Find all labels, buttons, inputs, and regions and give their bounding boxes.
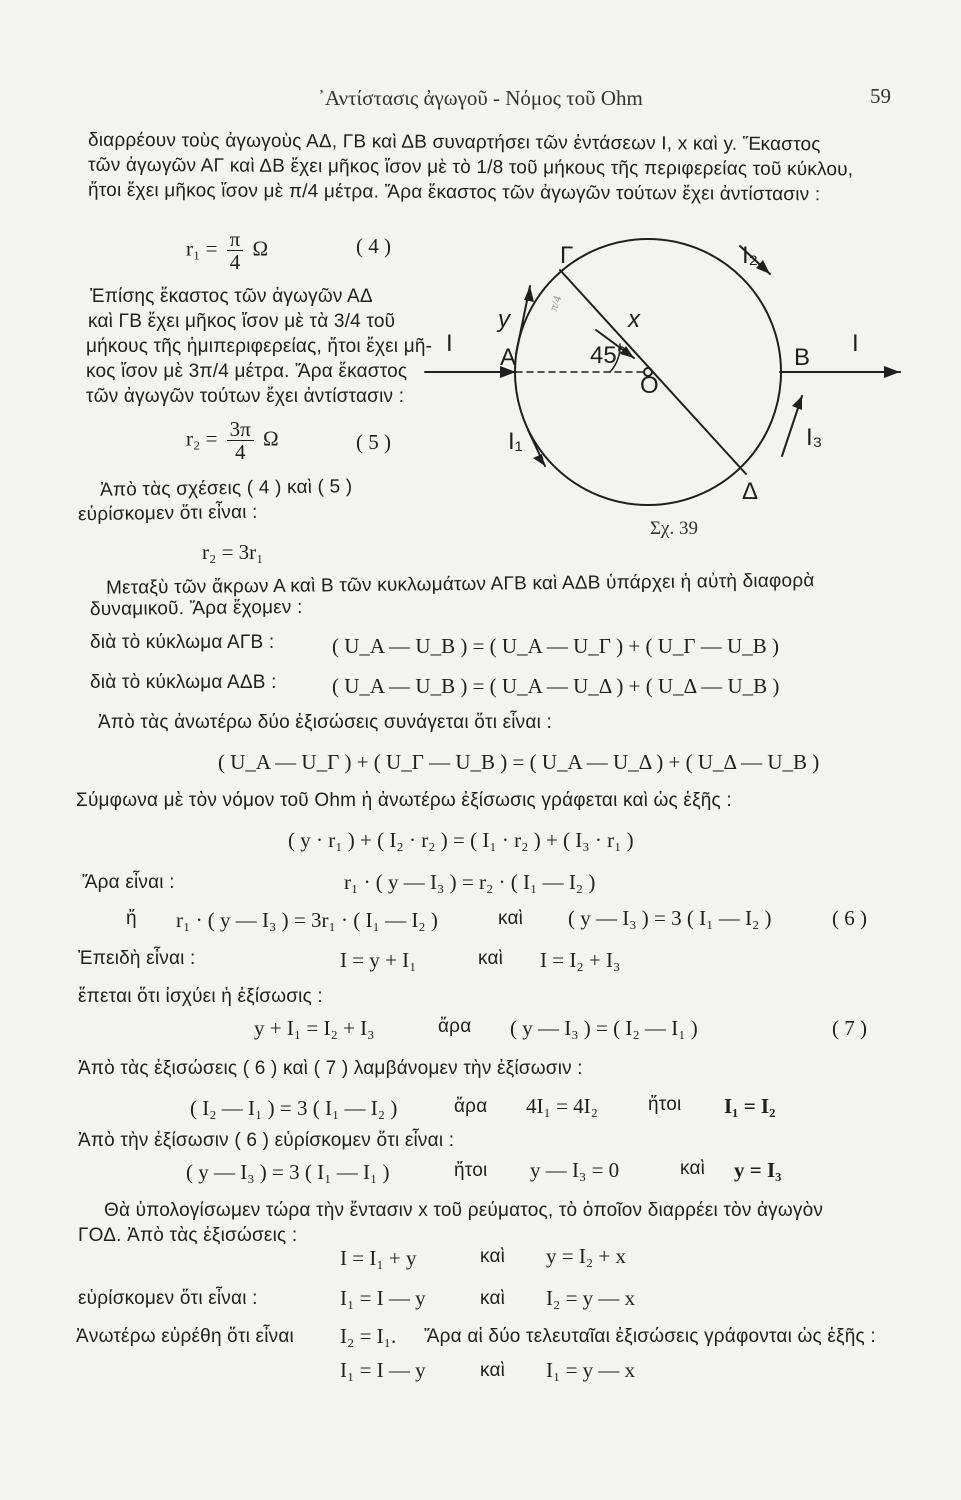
- eq5-lhs: r₂ =: [186, 426, 218, 451]
- equation-7b: ( y — I₃ ) = ( I₂ — I₁ ): [510, 1016, 698, 1040]
- text-line: ἤτοι: [454, 1160, 488, 1181]
- equation-10a: I = I₁ + y: [340, 1246, 417, 1270]
- label-i2: I₂: [742, 242, 758, 269]
- label-i1: I₁: [508, 428, 523, 455]
- text-line: διὰ τὸ κύκλωμα ΑΔΒ :: [90, 672, 277, 693]
- equation-12b: I₁ = y — x: [546, 1358, 636, 1382]
- equation-8b: 4I₁ = 4I₂: [526, 1094, 598, 1118]
- text-line: τῶν ἀγωγῶν ΑΓ καὶ ΔΒ ἔχει μῆκος ἴσον μὲ τὸ 1/8 τοῦ μήκους τῆς περιφερείας τοῦ κύκλου,: [87, 154, 854, 181]
- text-line: καὶ: [480, 1360, 506, 1381]
- label-o: O: [640, 372, 659, 399]
- eq4-numerator: π: [227, 228, 244, 251]
- equation-7a: y + I₁ = I₂ + I₃: [254, 1016, 375, 1040]
- equation-11b: I₂ = y — x: [546, 1286, 636, 1310]
- text-line: καὶ: [480, 1288, 506, 1309]
- text-line: Θὰ ὑπολογίσωμεν τώρα τὴν ἔντασιν x τοῦ ρεύματος, τὸ ὁποῖον διαρρέει τὸν ἀγωγὸν: [104, 1200, 824, 1221]
- circuit-figure: [420, 220, 920, 550]
- eq4-lhs: r₁ =: [186, 236, 218, 261]
- text-line: εὑρίσκομεν ὅτι εἶναι :: [78, 1288, 258, 1309]
- arc-annotation: π/4: [546, 293, 565, 313]
- label-a: A: [500, 344, 517, 371]
- equation-current-2: I = I₂ + I₃: [540, 948, 621, 972]
- text-line: Ἄρα αἱ δύο τελευταῖαι ἐξισώσεις γράφονται ὡς ἑξῆς :: [424, 1326, 876, 1347]
- arrow-head-y: [524, 286, 534, 302]
- text-line: μήκους τῆς ἡμιπεριφερείας, ἤτοι ἔχει μῆ-: [86, 336, 433, 357]
- equation-circuit-agb: ( U_A — U_B ) = ( U_A — U_Γ ) + ( U_Γ — U_B ): [332, 634, 779, 658]
- equation-label-4: ( 4 ): [356, 234, 391, 258]
- equation-12-inline: I₂ = I₁.: [340, 1324, 397, 1348]
- label-i-left: I: [446, 330, 453, 357]
- equation-8c: I₁ = I₂: [724, 1094, 776, 1118]
- equation-9b: y — I₃ = 0: [530, 1158, 620, 1182]
- equation-potentials: ( U_A — U_Γ ) + ( U_Γ — U_B ) = ( U_A — U_Δ ) + ( U_Δ — U_B ): [218, 750, 820, 774]
- figure-caption: Σχ. 39: [650, 518, 698, 539]
- page-number: 59: [870, 84, 891, 108]
- equation-ara: r₁ · ( y — I₃ ) = r₂ · ( I₁ — I₂ ): [344, 870, 596, 894]
- text-line: ἄρα: [438, 1016, 472, 1037]
- equation-8a: ( I₂ — I₁ ) = 3 ( I₁ — I₂ ): [190, 1096, 398, 1120]
- equation-r2: r₂ = 3r₁: [202, 540, 264, 564]
- text-line: δυναμικοῦ. Ἄρα ἔχομεν :: [89, 596, 303, 621]
- label-x: x: [628, 306, 640, 333]
- eq5-fraction: [227, 418, 254, 463]
- equation-circuit-adb: ( U_A — U_B ) = ( U_A — U_Δ ) + ( U_Δ — U_B ): [332, 674, 780, 698]
- text-line: καὶ: [680, 1158, 706, 1179]
- text-line: Ἀπὸ τὴν ἐξίσωσιν ( 6 ) εὑρίσκομεν ὅτι εἶναι :: [78, 1130, 455, 1151]
- eq4-fraction: [227, 228, 244, 273]
- equation-current-1: I = y + I₁: [340, 948, 417, 972]
- arrow-head-i3: [792, 396, 802, 410]
- equation-i1: r₁ · ( y — I₃ ) = 3r₁ · ( I₁ — I₂ ): [176, 908, 438, 932]
- text-line: ἤτοι ἔχει μῆκος ἴσον μὲ π/4 μέτρα. Ἄρα ἕκαστος τῶν ἀγωγῶν τούτων ἔχει ἀντίστασιν :: [87, 179, 821, 206]
- label-y: y: [498, 306, 510, 333]
- equation-label-5: ( 5 ): [356, 430, 391, 454]
- equation-4: [186, 228, 268, 273]
- equation-10b: y = I₂ + x: [546, 1244, 627, 1268]
- text-line: Ἐπίσης ἕκαστος τῶν ἀγωγῶν ΑΔ: [90, 286, 373, 307]
- text-line: Ἄρα εἶναι :: [82, 872, 175, 893]
- equation-9a: ( y — I₃ ) = 3 ( I₁ — I₁ ): [186, 1160, 390, 1184]
- eq5-denominator: 4: [234, 440, 246, 465]
- text-line: ἕπεται ὅτι ἰσχύει ἡ ἐξίσωσις :: [78, 986, 323, 1007]
- text-line: Ἐπειδὴ εἶναι :: [78, 948, 196, 969]
- text-line: καὶ ΓΒ ἔχει μῆκος ἴσον μὲ τὰ 3/4 τοῦ: [88, 311, 396, 332]
- text-line: εὑρίσκομεν ὅτι εἶναι :: [77, 501, 258, 526]
- equation-11a: I₁ = I — y: [340, 1286, 426, 1310]
- text-line: Σύμφωνα μὲ τὸν νόμον τοῦ Ohm ἡ ἀνωτέρω ἐξίσωσις γράφεται καὶ ὡς ἑξῆς :: [76, 790, 732, 811]
- equation-ohm: ( y · r₁ ) + ( I₂ · r₂ ) = ( I₁ · r₂ ) + ( I₃ · r₁ ): [288, 828, 634, 852]
- text-line: τῶν ἀγωγῶν τούτων ἔχει ἀντίστασιν :: [86, 386, 405, 407]
- running-header: ᾿Αντίστασις ἀγωγοῦ - Νόμος τοῦ Ohm: [318, 86, 643, 110]
- eq4-denominator: 4: [229, 250, 241, 275]
- eq5-unit: Ω: [263, 426, 279, 451]
- text-line: Ἀπὸ τὰς ἐξισώσεις ( 6 ) καὶ ( 7 ) λαμβάνομεν τὴν ἐξίσωσιν :: [78, 1058, 583, 1079]
- label-delta: Δ: [742, 478, 759, 505]
- label-b: B: [794, 344, 811, 371]
- text-line: Ἀνωτέρω εὑρέθη ὅτι εἶναι: [76, 1326, 294, 1347]
- arrow-head-right: [884, 366, 900, 378]
- equation-label-7: ( 7 ): [832, 1016, 867, 1040]
- text-line: ΓΟΔ. Ἀπὸ τὰς ἐξισώσεις :: [78, 1225, 298, 1246]
- equation-6: ( y — I₃ ) = 3 ( I₁ — I₂ ): [568, 906, 772, 930]
- text-line: κος ἴσον μὲ 3π/4 μέτρα. Ἄρα ἕκαστος: [86, 361, 408, 382]
- equation-label-6: ( 6 ): [832, 906, 867, 930]
- label-angle: 45°: [590, 342, 627, 369]
- text-line: διὰ τὸ κύκλωμα ΑΓΒ :: [90, 632, 275, 653]
- eq4-unit: Ω: [252, 236, 269, 261]
- text-line: διαρρέουν τοὺς ἀγωγοὺς ΑΔ, ΓΒ καὶ ΔΒ συναρτήσει τῶν ἐντάσεων I, x καὶ y. Ἕκαστος: [87, 129, 821, 156]
- text-line: Μεταξὺ τῶν ἄκρων Α καὶ Β τῶν κυκλωμάτων ΑΓΒ καὶ ΑΔΒ ὑπάρχει ἡ αὐτὴ διαφορὰ: [105, 570, 815, 599]
- text-line: καὶ: [480, 1246, 506, 1267]
- label-i-right: I: [852, 330, 859, 357]
- label-i3: I₃: [806, 424, 823, 451]
- text-line: ἤ: [126, 908, 137, 929]
- arrow-head-i1: [533, 454, 545, 466]
- text-line: Ἀπὸ τὰς ἀνωτέρω δύο ἐξισώσεις συνάγεται ὅτι εἶναι :: [98, 712, 552, 733]
- eq5-numerator: 3π: [227, 418, 254, 441]
- text-line: καὶ: [478, 948, 504, 969]
- text-line: ἤτοι: [648, 1094, 682, 1115]
- equation-9c: y = I₃: [734, 1158, 782, 1182]
- equation-5: [186, 418, 279, 463]
- equation-12a: I₁ = I — y: [340, 1358, 426, 1382]
- label-gamma: Γ: [560, 242, 574, 269]
- text-line: ἄρα: [454, 1096, 488, 1117]
- text-line: Ἀπὸ τὰς σχέσεις ( 4 ) καὶ ( 5 ): [99, 476, 353, 501]
- text-line: καὶ: [498, 908, 524, 929]
